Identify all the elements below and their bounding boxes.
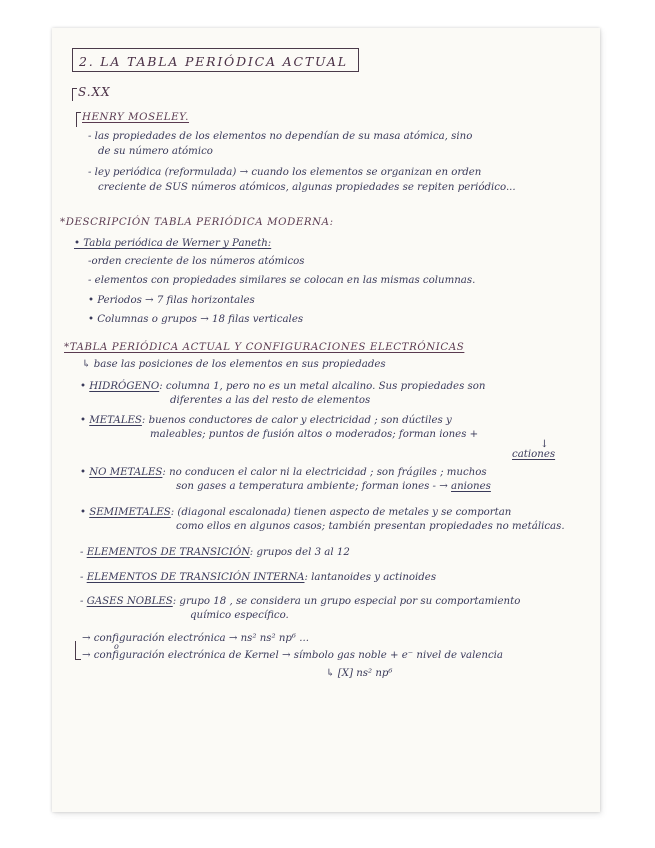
nonmetals-text-2: son gases a temperatura ambiente; forman iones - → bbox=[176, 481, 448, 492]
moseley-line-4: creciente de SUS números atómicos, algunas propiedades se repiten periódico... bbox=[98, 182, 516, 193]
moseley-line-1: - las propiedades de los elementos no dependían de su masa atómica, sino bbox=[88, 131, 473, 142]
noble-gases-label: GASES NOBLES bbox=[86, 596, 173, 607]
nonmetals-label: NO METALES bbox=[89, 467, 163, 478]
transition-label: ELEMENTOS DE TRANSICIÓN bbox=[86, 547, 250, 558]
nonmetals-line-2 bbox=[176, 480, 491, 493]
description-bullet-2: - elementos con propiedades similares se colocan en las mismas columnas. bbox=[88, 275, 476, 286]
transition-line: - ELEMENTOS DE TRANSICIÓN: grupos del 3 al 12 bbox=[80, 547, 350, 558]
cationes-arrow: ↓ bbox=[540, 439, 549, 450]
hydrogen-text-1: : columna 1, pero no es un metal alcalino. Sus propiedades son bbox=[159, 381, 486, 392]
inner-transition-line: - ELEMENTOS DE TRANSICIÓN INTERNA: lantanoides y actinoides bbox=[80, 572, 437, 583]
noble-gases-line-2: químico específico. bbox=[190, 610, 289, 621]
notebook-page bbox=[52, 28, 600, 812]
kernel-config-formula: ↳ [X] ns² np⁶ bbox=[326, 668, 393, 679]
cationes-term: cationes bbox=[512, 449, 556, 460]
moseley-line-3: - ley periódica (reformulada) → cuando los elementos se organizan en orden bbox=[88, 167, 482, 178]
hydrogen-line-1: • HIDRÓGENO: columna 1, pero no es un metal alcalino. Sus propiedades son bbox=[80, 381, 486, 392]
electron-config-line: → configuración electrónica → ns² ns² np⁶ ... bbox=[82, 633, 309, 644]
description-bullet-4: • Columnas o grupos → 18 filas verticales bbox=[88, 314, 304, 325]
hydrogen-label: HIDRÓGENO bbox=[89, 381, 160, 392]
description-heading: *DESCRIPCIÓN TABLA PERIÓDICA MODERNA: bbox=[60, 217, 334, 228]
config-bracket bbox=[75, 641, 81, 660]
noble-gases-text-1: : grupo 18 , se considera un grupo especial por su comportamiento bbox=[172, 596, 521, 607]
electron-config-circle-mark: o bbox=[114, 642, 119, 651]
semimetals-label: SEMIMETALES bbox=[89, 507, 171, 518]
description-bullet-3: • Periodos → 7 filas horizontales bbox=[88, 295, 255, 306]
metals-line-1: • METALES: buenos conductores de calor y electricidad ; son dúctiles y bbox=[80, 415, 452, 426]
nonmetals-text-1: : no conducen el calor ni la electricidad ; son frágiles ; muchos bbox=[162, 467, 487, 478]
transition-text: : grupos del 3 al 12 bbox=[249, 547, 350, 558]
century-heading: S.XX bbox=[78, 85, 111, 99]
description-bullet-1: -orden creciente de los números atómicos bbox=[88, 256, 305, 267]
werner-paneth-heading: • Tabla periódica de Werner y Paneth: bbox=[74, 238, 272, 249]
metals-label: METALES bbox=[89, 415, 142, 426]
config-basis: ↳ base las posiciones de los elementos en sus propiedades bbox=[82, 359, 386, 370]
inner-transition-label: ELEMENTOS DE TRANSICIÓN INTERNA bbox=[86, 572, 305, 583]
page-title: 2. LA TABLA PERIÓDICA ACTUAL bbox=[79, 54, 348, 69]
noble-gases-line-1: - GASES NOBLES: grupo 18 , se considera un grupo especial por su comportamiento bbox=[80, 596, 521, 607]
inner-transition-text: : lantanoides y actinoides bbox=[304, 572, 437, 583]
century-bracket bbox=[72, 88, 77, 101]
semimetals-text-1: : (diagonal escalonada) tienen aspecto de metales y se comportan bbox=[170, 507, 512, 518]
semimetals-line-1: • SEMIMETALES: (diagonal escalonada) tienen aspecto de metales y se comportan bbox=[80, 507, 512, 518]
aniones-term: aniones bbox=[451, 481, 491, 492]
moseley-heading: HENRY MOSELEY. bbox=[82, 112, 190, 123]
kernel-config-line: → configuración electrónica de Kernel → símbolo gas noble + e⁻ nivel de valencia bbox=[82, 650, 503, 661]
nonmetals-line-1: • NO METALES: no conducen el calor ni la electricidad ; son frágiles ; muchos bbox=[80, 467, 487, 478]
moseley-bracket bbox=[76, 112, 81, 127]
title-box bbox=[72, 48, 359, 72]
config-heading: *TABLA PERIÓDICA ACTUAL Y CONFIGURACIONES ELECTRÓNICAS bbox=[64, 342, 465, 353]
hydrogen-line-2: diferentes a las del resto de elementos bbox=[170, 395, 371, 406]
semimetals-line-2: como ellos en algunos casos; también presentan propiedades no metálicas. bbox=[176, 521, 565, 532]
metals-line-2: maleables; puntos de fusión altos o moderados; forman iones + bbox=[150, 429, 479, 440]
moseley-line-2: de su número atómico bbox=[98, 146, 213, 157]
metals-text-1: : buenos conductores de calor y electricidad ; son dúctiles y bbox=[141, 415, 452, 426]
